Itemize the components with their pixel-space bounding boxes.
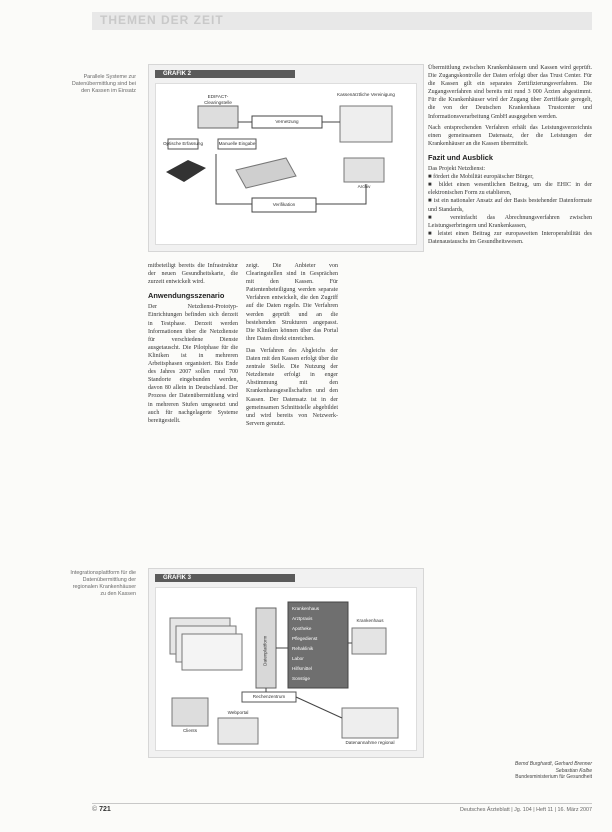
keyboard-icon	[236, 158, 296, 188]
credit-contact: Sebastian Kolbe	[555, 767, 592, 774]
clients-label: Clients	[182, 728, 198, 733]
footer-rule	[92, 803, 592, 804]
column-1	[148, 262, 238, 425]
portal-document-icon	[218, 718, 258, 744]
platform-label: Datenplattform	[262, 635, 268, 666]
col1-paragraph-1: mitbeteiligt bereits die Infrastruktur der neuen Gesundheitskarte, die zurzeit entwickelt wird.	[148, 263, 238, 286]
manual-label: Manuelle Eingabe	[218, 141, 256, 146]
scanner-label: Optische Erfassung	[162, 141, 204, 146]
provider-list	[292, 604, 346, 684]
provider-list-item: Pflegedienst	[292, 636, 318, 641]
kv-label: Kassenärztliche Vereinigung	[337, 92, 395, 97]
sidenote-bottom: Integrationsplattform für die Datenübermittlung der regionalen Krankenhäuser zu den Kassen	[70, 570, 136, 597]
kv-document	[340, 106, 392, 142]
provider-label: Vernetzung	[275, 119, 299, 124]
screen-stack	[182, 634, 242, 670]
regional-building-icon	[342, 708, 398, 738]
figure-label: GRAFIK 2	[155, 70, 295, 78]
col2-paragraph-2: Das Verfahren des Abgleichs der Daten mit den Kassen erfolgt über die zentrale Stelle. Die Nutzung der Netzdienste erfolgt in enger Abstimmung mit den Krankenhausgesellschaften und den Kassen. Der Datensatz ist in der gemeinsamen Schnittstelle abgebildet und wird bereits von Netzwerk-Servern genutzt.	[246, 347, 338, 427]
provider-list-item: Labor	[292, 656, 304, 661]
journal-reference: Deutsches Ärzteblatt | Jg. 104 | Heft 11 | 16. März 2007	[459, 807, 592, 813]
page-number-value: 721	[99, 806, 111, 813]
figure-grafik-2	[148, 64, 424, 252]
provider-list-item: Krankenhaus	[292, 606, 320, 611]
col3-heading: Fazit und Ausblick	[428, 152, 494, 162]
list-item: ■ ist ein nationaler Ansatz auf der Basis bestehender Datenformate und Standards,	[428, 198, 592, 213]
page-number	[92, 806, 111, 813]
figure-canvas	[155, 83, 417, 245]
column-3	[428, 64, 592, 246]
list-item: ■ leistet einen Beitrag zur europaweiten Interoperabilität des Datenaustauschs im Gesundheitswesen.	[428, 230, 592, 245]
sidenote-top: Parallele Systeme zur Datenübermittlung sind bei den Kassen im Einsatz	[71, 74, 136, 94]
provider-list-item: Rehaklinik	[292, 646, 314, 651]
document-stack-icon	[344, 158, 384, 182]
client-computer-icon	[172, 698, 208, 726]
section-title: THEMEN DER ZEIT	[100, 13, 224, 27]
col3-paragraph-2: Nach entsprechenden Verfahren erhält das Leistungsverzeichnis einen gemeinsamen Datensatz, der die Leistungen der Krankenhäuser an die Kassen übermittelt.	[428, 124, 592, 147]
provider-list-item: Hilfsmittel	[292, 666, 312, 671]
hub-box	[198, 106, 238, 128]
hospital-label: Krankenhaus	[356, 618, 384, 623]
hub-label: EDIFACT-Clearingstelle	[204, 94, 232, 105]
credit-org: Bundesministerium für Gesundheit	[515, 774, 592, 780]
figure-label: GRAFIK 3	[155, 574, 295, 582]
credit-authors: Bernd Burghardt, Gerhard Brenner	[515, 761, 592, 767]
col3-paragraph-1: Übermittlung zwischen Krankenhäusern und Kassen wird geprüft. Die Zugangskontrolle der Daten erfolgt über das Trust Center. Für die Kassen gilt ein separates Zertifizierungsverfahren. Die Zugangsverfahren sind bereits mit rund 3 000 Ärzten abgestimmt. Für die Krankenhäuser wird der Zugang über Zertifikate geregelt, die von der Deutschen Krankenhaus Trustcenter und Informationsverarbeitung GmbH ausgegeben werden.	[428, 65, 592, 120]
col1-heading: Anwendungsszenario	[148, 291, 225, 301]
regional-label: Datenannahme regional	[345, 740, 395, 745]
figure-grafik-3	[148, 568, 424, 758]
col1-paragraph-2: Der Netzdienst-Prototyp-Einrichtungen befinden sich derzeit in Testphase. Derzeit werden Informationen über die Netzdienste für verschiedene Dienste ausgetauscht. Die Pilotphase für die Kliniken ist in mehreren Arbeitsphasen organisiert. Bis Ende des Jahres 2007 sollen rund 700 Standorte eingebunden werden, davon 80 allein in Deutschland. Der Prozess der Datenübermittlung wird in mehreren Stufen umgesetzt und auch für nachgelagerte Systeme bereitgestellt.	[148, 304, 238, 424]
author-credits	[416, 761, 592, 781]
folio-mark-icon: ©	[92, 806, 98, 813]
architecture-diagram	[156, 84, 418, 246]
archive-label: Archiv	[357, 184, 371, 189]
list-item: ■ fördert die Mobilität europäischer Bürger,	[428, 174, 534, 181]
provider-list-item: Apotheke	[292, 626, 312, 631]
scanner-icon	[166, 160, 206, 182]
provider-list-item: Sonstige	[292, 676, 310, 681]
conclusion-list	[428, 173, 592, 246]
portal-label: Webportal	[227, 710, 249, 715]
col3-paragraph-3: Das Projekt Netzdienst:	[428, 166, 485, 173]
connector-line	[296, 697, 342, 718]
verify-label: Verifikation	[272, 202, 296, 207]
col2-paragraph-1: zeigt. Die Anbieter von Clearingstellen sind in Gesprächen mit den Kassen. Für Patientenbeteiligung werden separate Verfahren entwickelt, die den Zugriff auf die Daten regeln. Die Verfahren werden geprüft und an die bestehenden Strukturen angepasst. Die Kliniken können über das Portal ihre Daten direkt einreichen.	[246, 263, 338, 342]
hospital-building-icon	[352, 628, 386, 654]
provider-list-item: Arztpraxis	[292, 616, 313, 621]
list-item: ■ vereinfacht das Abrechnungsverfahren zwischen Leistungserbringern und Krankenkassen,	[428, 214, 592, 229]
center-label: Rechenzentrum	[252, 694, 286, 699]
list-item: ■ bildet einen wesentlichen Beitrag, um die EHIC in der elektronischen Form zu etablieren,	[428, 182, 592, 197]
figure-canvas	[155, 587, 417, 751]
column-2	[246, 262, 338, 428]
